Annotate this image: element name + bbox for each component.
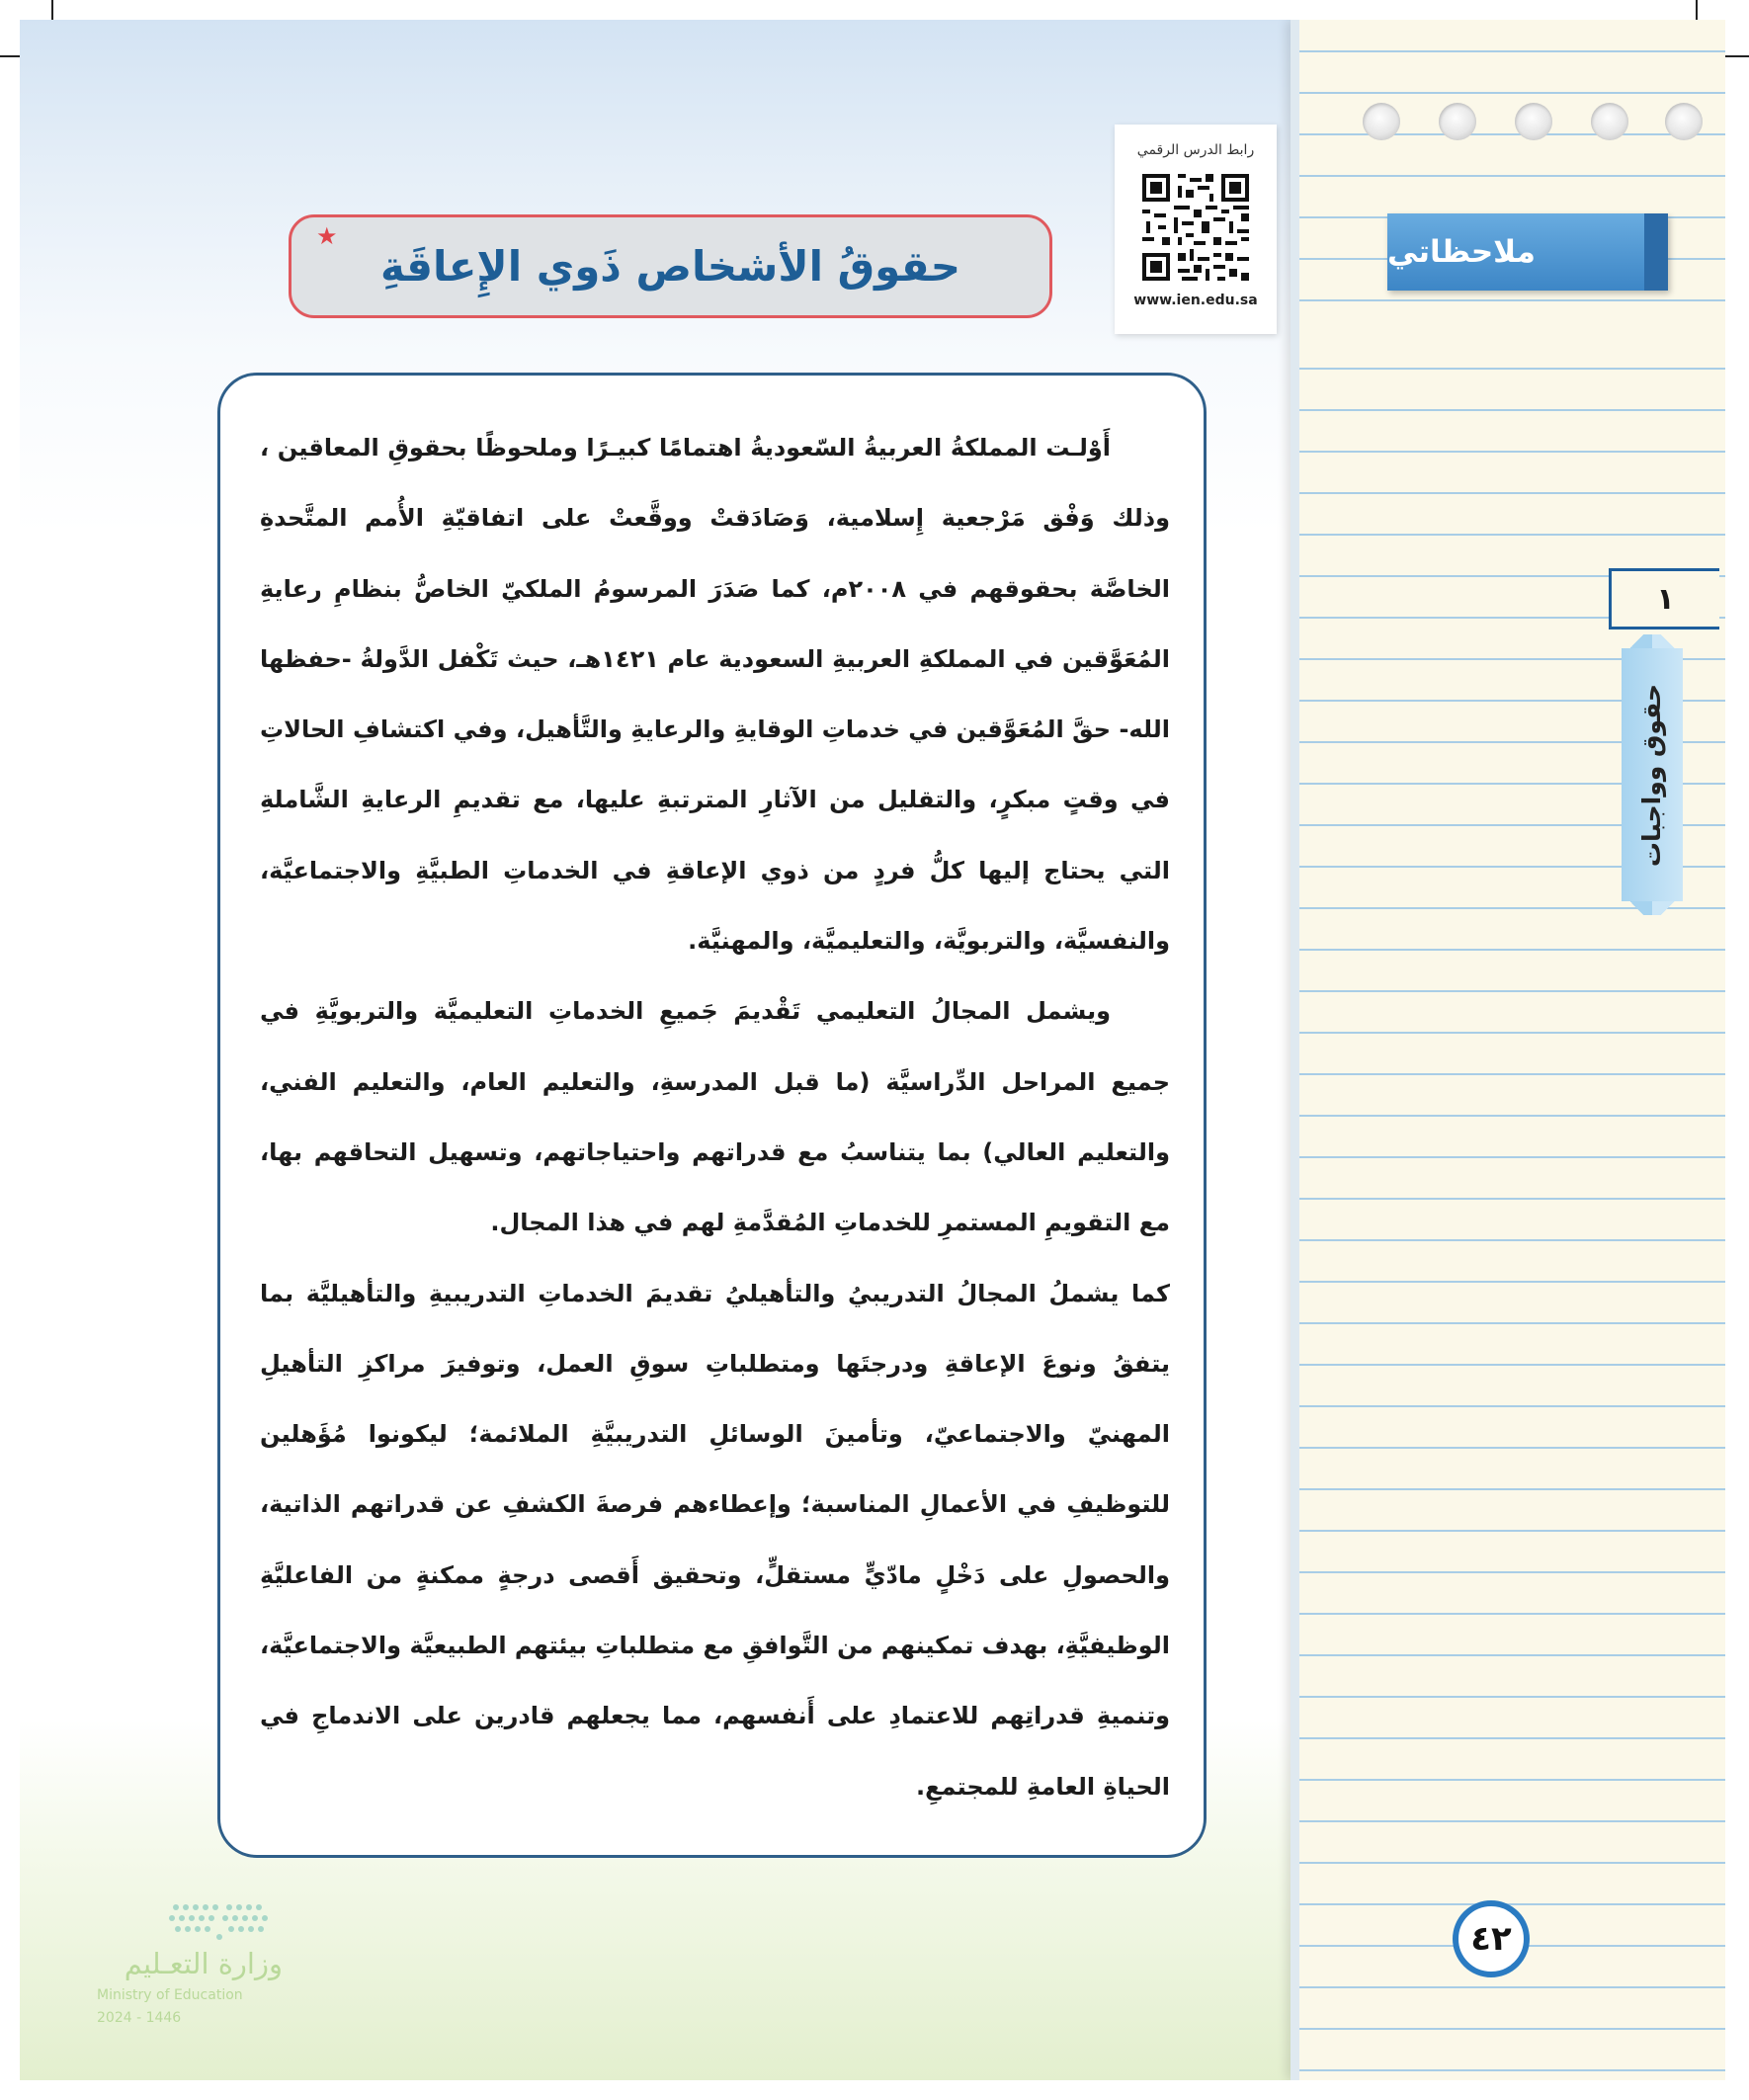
binder-hole bbox=[1665, 103, 1703, 140]
book-page bbox=[20, 20, 1725, 2080]
binder-hole bbox=[1515, 103, 1552, 140]
binder-hole bbox=[1439, 103, 1476, 140]
edition-year: 2024 - 1446 bbox=[97, 2010, 182, 2026]
notes-label: ملاحظاتي bbox=[1387, 213, 1668, 291]
paragraph-education: ويشمل المجالُ التعليمي تَقْديمَ جَميعِ الخدماتِ التعليميَّة والتربويَّةِ في جميع المراحل الدِّراسيَّة (ما قبل المدرسةِ، والتعليم العام، والتعليم الفني، والتعليم العالي) بما يتناسبُ مع قدراتهم واحتياجاتهم، وتسهيل التحاقهم بها، مع التقويمِ المستمرِ للخدماتِ المُقدَّمةِ لهم في هذا المجال. bbox=[260, 997, 1170, 1237]
paragraph-training: كما يشملُ المجالُ التدريبيُ والتأهيليُ تقديمَ الخدماتِ التدريبيةِ والتأهيليَّة بما يتفقُ ونوعَ الإعاقةِ ودرجتَها ومتطلباتِ سوقِ العمل، وتوفيرَ مراكزِ التأهيلِ المهنيّ والاجتماعيّ، وتأمينَ الوسائلِ التدريبيَّةِ الملائمة؛ ليكونوا مُؤَهلين للتوظيفِ في الأعمالِ المناسبة؛ وإعطاءهم فرصةَ الكشفِ عن قدراتهم الذاتية، والحصولِ على دَخْلٍ مادّيٍّ مستقلٍّ، وتحقيق أَقصى درجةٍ ممكنةٍ من الفاعليَّةِ الوظيفيَّةِ، بهدف تمكينهم من التَّوافقِ مع متطلباتِ بيئتهم الطبيعيَّة والاجتماعيَّة، وتنميةِ قدراتِهم للاعتمادِ على أَنفسهم، مما يجعلهم قادرين على الاندماجِ في الحياةِ العامةِ للمجتمعِ. bbox=[260, 1279, 1170, 1801]
qr-card[interactable] bbox=[1115, 125, 1277, 334]
qr-url[interactable]: www.ien.edu.sa bbox=[1133, 293, 1258, 308]
ministry-name-ar: وزارة التعـليم bbox=[124, 1947, 283, 1980]
unit-title: حقوق وواجبات bbox=[1637, 683, 1667, 867]
unit-number: ١ bbox=[1609, 568, 1719, 630]
lesson-title-box bbox=[289, 214, 1052, 318]
qr-caption: رابط الدرس الرقمي bbox=[1136, 142, 1255, 158]
page-number: ٤٢ bbox=[1453, 1900, 1530, 1977]
paragraph-intro: أَوْلـت المملكةُ العربيةُ السّعوديةُ اهتمامًا كبيـرًا وملحوظًا بحقوقِ المعاقين ، وذلك وَفْق مَرْجعية إِسلامية، وَصَادَقتْ ووقَّعتْ على اتفاقيّةِ الأُمم المتَّحدةِ الخاصَّة بحقوقهم في ٢٠٠٨م، كما صَدَرَ المرسومُ الملكيّ الخاصُّ بنظامِ رعايةِ المُعَوَّقين في المملكةِ العربيةِ السعودية عام ١٤٢١هـ، حيث تَكْفل الدَّولةُ -حفظها الله- حقَّ المُعَوَّقين في خدماتِ الوقايةِ والرعايةِ والتَّأهيل، وفي اكتشافِ الحالاتِ في وقتٍ مبكرٍ، والتقليل من الآثارِ المترتبةِ عليها، مع تقديمِ الرعايةِ الشَّاملةِ التي يحتاج إليها كلُّ فردٍ من ذوي الإعاقةِ في الخدماتِ الطبيَّةِ والاجتماعيَّة، والنفسيَّة، والتربويَّة، والتعليميَّة، والمهنيَّة. bbox=[260, 434, 1170, 956]
ministry-logo-icon bbox=[168, 1899, 277, 1943]
lesson-title: حقوقُ الأشخاص ذَوي الإِعاقَةِ bbox=[379, 242, 960, 291]
star-icon: ★ bbox=[316, 222, 338, 250]
content-box bbox=[217, 373, 1207, 1858]
binder-hole bbox=[1591, 103, 1628, 140]
notes-sidebar bbox=[1291, 20, 1725, 2080]
qr-code-icon[interactable] bbox=[1138, 170, 1253, 285]
unit-tab bbox=[1622, 648, 1683, 901]
ministry-name-en: Ministry of Education bbox=[97, 1987, 243, 2003]
binder-hole bbox=[1363, 103, 1400, 140]
